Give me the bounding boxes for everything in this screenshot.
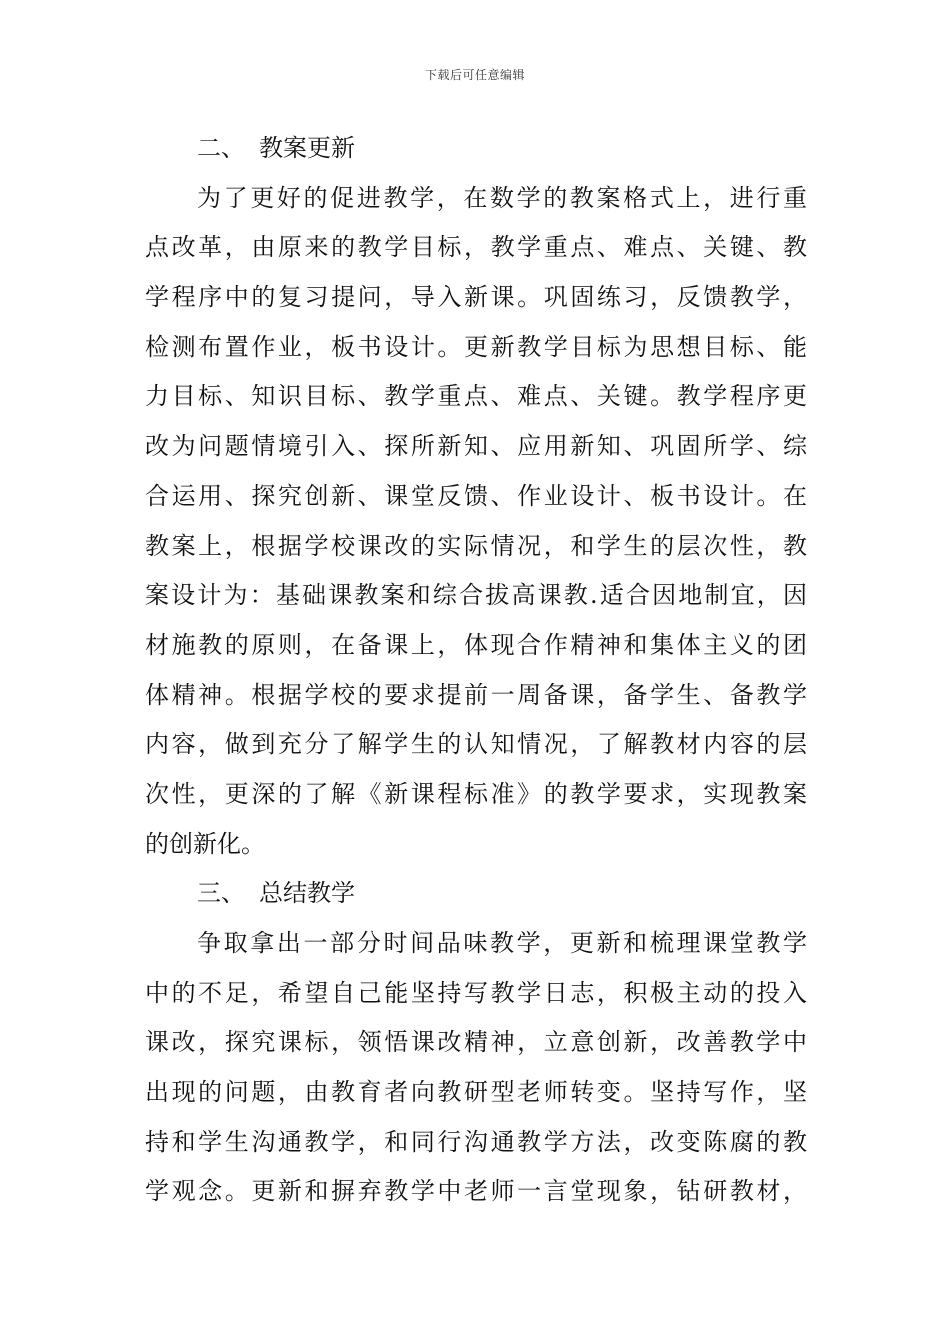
- paragraph-line: 学程序中的复习提问，导入新课。巩固练习，反馈教学，: [145, 283, 807, 312]
- paragraph-line: 力目标、知识目标、教学重点、难点、关键。教学程序更: [145, 382, 807, 411]
- paragraph-line: 案设计为：基础课教案和综合拔高课教.适合因地制宜，因: [145, 581, 807, 610]
- paragraph-line: 材施教的原则，在备课上，体现合作精神和集体主义的团: [145, 630, 807, 659]
- section-number: 二、: [197, 134, 245, 162]
- paragraph-line: 体精神。根据学校的要求提前一周备课，备学生、备教学: [145, 680, 807, 709]
- paragraph-line: 点改革，由原来的教学目标，教学重点、难点、关键、教: [145, 233, 807, 262]
- paragraph-line: 的创新化。: [145, 829, 265, 858]
- section-title: 总结教学: [259, 879, 355, 908]
- paragraph-line: 中的不足，希望自己能坚持写教学日志，积极主动的投入: [145, 978, 807, 1007]
- paragraph-line: 检测布置作业，板书设计。更新教学目标为思想目标、能: [145, 332, 807, 361]
- paragraph-line: 课改，探究课标，领悟课改精神，立意创新，改善教学中: [145, 1028, 807, 1057]
- body-text: [145, 124, 807, 1217]
- header-note: 下载后可任意编辑: [424, 68, 525, 82]
- paragraph-line: 内容，做到充分了解学生的认知情况，了解教材内容的层: [145, 730, 807, 759]
- section-title: 教案更新: [259, 134, 355, 162]
- paragraph-line: 出现的问题，由教育者向教研型老师转变。坚持写作，坚: [145, 1078, 807, 1107]
- paragraph-line: 学观念。更新和摒弃教学中老师一言堂现象，钻研教材，: [145, 1177, 807, 1206]
- paragraph-line: 持和学生沟通教学，和同行沟通教学方法，改变陈腐的教: [145, 1127, 807, 1156]
- paragraph-line: 教案上，根据学校课改的实际情况，和学生的层次性，教: [145, 531, 807, 560]
- section-heading-2: [145, 124, 807, 174]
- paragraph-line: 为了更好的促进教学，在数学的教案格式上，进行重: [197, 183, 807, 212]
- section-number: 三、: [197, 879, 245, 908]
- paragraph-line: 争取拿出一部分时间品味教学，更新和梳理课堂教学: [197, 929, 807, 957]
- paragraph-line: 合运用、探究创新、课堂反馈、作业设计、板书设计。在: [145, 481, 807, 510]
- section-heading-3: [145, 869, 807, 919]
- paragraph-line: 次性，更深的了解《新课程标准》的教学要求，实现教案: [145, 779, 807, 808]
- paragraph-line: 改为问题情境引入、探所新知、应用新知、巩固所学、综: [145, 432, 807, 461]
